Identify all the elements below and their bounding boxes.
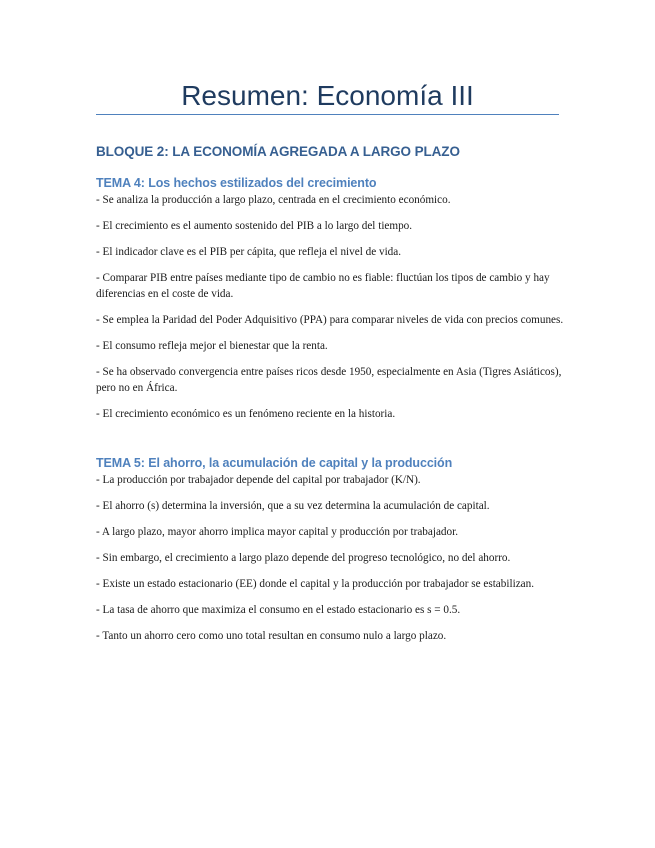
list-item: - La producción por trabajador depende del capital por trabajador (K/N). bbox=[96, 474, 421, 486]
list-item: - El consumo refleja mejor el bienestar que la renta. bbox=[96, 340, 328, 352]
list-item: - El indicador clave es el PIB per cápita, que refleja el nivel de vida. bbox=[96, 246, 402, 258]
list-item: - Sin embargo, el crecimiento a largo plazo depende del progreso tecnológico, no del ahorro. bbox=[96, 552, 511, 564]
list-item: - Tanto un ahorro cero como uno total resultan en consumo nulo a largo plazo. bbox=[96, 630, 447, 642]
list-item: - La tasa de ahorro que maximiza el consumo en el estado estacionario es s = 0.5. bbox=[96, 604, 461, 616]
block-heading: BLOQUE 2: LA ECONOMÍA AGREGADA A LARGO PLAZO bbox=[96, 144, 460, 159]
list-item: - El ahorro (s) determina la inversión, que a su vez determina la acumulación de capital. bbox=[96, 500, 490, 512]
list-item: - Se emplea la Paridad del Poder Adquisitivo (PPA) para comparar niveles de vida con precios comunes. bbox=[96, 314, 564, 326]
list-item: - Se analiza la producción a largo plazo, centrada en el crecimiento económico. bbox=[96, 194, 451, 206]
list-item: - Existe un estado estacionario (EE) donde el capital y la producción por trabajador se estabilizan. bbox=[96, 578, 535, 590]
title-underline bbox=[96, 114, 559, 115]
list-item: - Comparar PIB entre países mediante tipo de cambio no es fiable: fluctúan los tipos de cambio y hay diferencias en el coste de vida. bbox=[96, 272, 550, 300]
document-title: Resumen: Economía III bbox=[181, 80, 474, 111]
list-item: - Se ha observado convergencia entre países ricos desde 1950, especialmente en Asia (Tigres Asiáticos), pero no en África. bbox=[96, 366, 562, 394]
section-heading: TEMA 5: El ahorro, la acumulación de capital y la producción bbox=[96, 456, 453, 470]
list-item: - A largo plazo, mayor ahorro implica mayor capital y producción por trabajador. bbox=[96, 526, 459, 538]
list-item: - El crecimiento económico es un fenómeno reciente en la historia. bbox=[96, 408, 396, 420]
section-tema-5 bbox=[96, 455, 571, 654]
section-heading: TEMA 4: Los hechos estilizados del crecimiento bbox=[96, 176, 377, 190]
list-item: - El crecimiento es el aumento sostenido del PIB a lo largo del tiempo. bbox=[96, 220, 413, 232]
section-tema-4 bbox=[96, 175, 571, 432]
